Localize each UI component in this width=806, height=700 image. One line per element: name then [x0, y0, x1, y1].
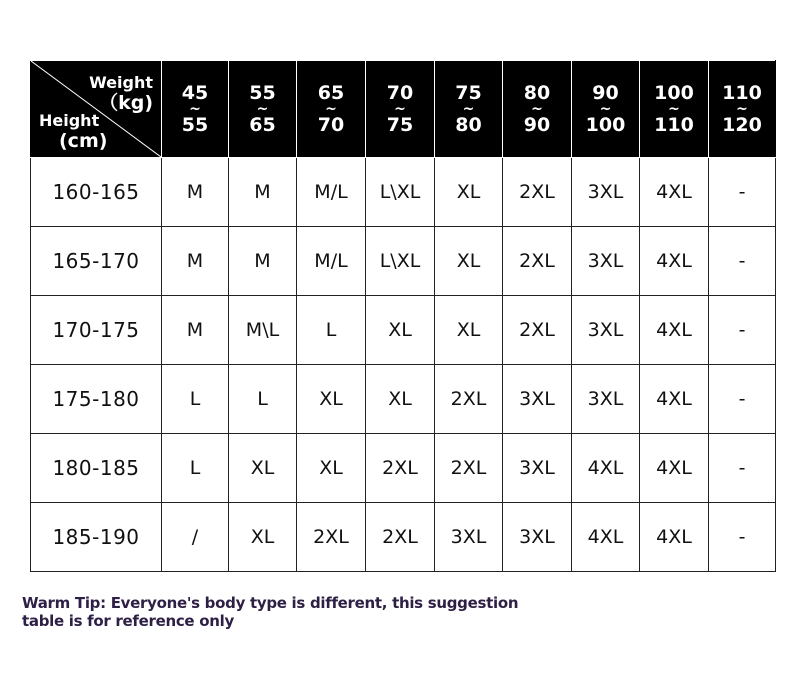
- size-cell: M: [229, 158, 297, 227]
- table-row: [31, 227, 776, 296]
- size-chart-table: [30, 60, 776, 572]
- size-cell: M\L: [229, 296, 297, 365]
- header-row: [31, 61, 776, 158]
- weight-unit: （kg): [99, 92, 153, 114]
- table-row: [31, 158, 776, 227]
- size-cell: 4XL: [640, 365, 709, 434]
- size-cell: 2XL: [503, 158, 572, 227]
- size-cell: 4XL: [640, 434, 709, 503]
- warm-tip-line: Warm Tip: Everyone's body type is different, this suggestion: [22, 594, 519, 612]
- size-cell: XL: [435, 158, 503, 227]
- size-cell: 3XL: [503, 365, 572, 434]
- size-cell: L: [162, 434, 229, 503]
- size-cell: 4XL: [572, 503, 640, 572]
- size-cell: XL: [229, 434, 297, 503]
- size-cell: 2XL: [503, 296, 572, 365]
- table-row: [31, 365, 776, 434]
- size-cell: 3XL: [572, 365, 640, 434]
- size-cell: M: [162, 227, 229, 296]
- size-cell: 2XL: [435, 365, 503, 434]
- size-cell: -: [709, 503, 776, 572]
- weight-column-header: 80 ~ 90: [503, 61, 572, 158]
- corner-header-cell: [31, 61, 162, 158]
- size-cell: 3XL: [572, 227, 640, 296]
- weight-column-header: 90 ~ 100: [572, 61, 640, 158]
- warm-tip-line: table is for reference only: [22, 612, 234, 630]
- size-cell: XL: [297, 365, 366, 434]
- height-range-cell: 160-165: [31, 158, 162, 227]
- size-cell: 4XL: [640, 158, 709, 227]
- size-cell: 2XL: [297, 503, 366, 572]
- size-cell: 2XL: [366, 434, 435, 503]
- table-row: [31, 296, 776, 365]
- size-cell: 2XL: [366, 503, 435, 572]
- weight-column-header: 110 ~ 120: [709, 61, 776, 158]
- size-cell: -: [709, 365, 776, 434]
- size-cell: 4XL: [640, 296, 709, 365]
- size-cell: -: [709, 434, 776, 503]
- height-range-cell: 170-175: [31, 296, 162, 365]
- size-cell: 3XL: [572, 158, 640, 227]
- size-cell: M/L: [297, 227, 366, 296]
- size-cell: -: [709, 296, 776, 365]
- weight-axis-label: [89, 73, 153, 113]
- size-cell: M/L: [297, 158, 366, 227]
- weight-column-header: 45 ~ 55: [162, 61, 229, 158]
- size-cell: L: [297, 296, 366, 365]
- size-cell: 4XL: [572, 434, 640, 503]
- size-cell: 4XL: [640, 503, 709, 572]
- size-cell: M: [162, 158, 229, 227]
- weight-column-header: 100 ~ 110: [640, 61, 709, 158]
- size-cell: 3XL: [503, 503, 572, 572]
- height-range-cell: 175-180: [31, 365, 162, 434]
- size-cell: XL: [435, 227, 503, 296]
- weight-column-header: 65 ~ 70: [297, 61, 366, 158]
- height-axis-label: [39, 111, 107, 151]
- size-cell: 3XL: [503, 434, 572, 503]
- table-row: [31, 434, 776, 503]
- size-cell: 2XL: [503, 227, 572, 296]
- size-cell: -: [709, 227, 776, 296]
- height-range-cell: 165-170: [31, 227, 162, 296]
- weight-column-header: 55 ~ 65: [229, 61, 297, 158]
- size-cell: /: [162, 503, 229, 572]
- height-range-cell: 185-190: [31, 503, 162, 572]
- size-cell: M: [162, 296, 229, 365]
- height-range-cell: 180-185: [31, 434, 162, 503]
- size-cell: XL: [229, 503, 297, 572]
- size-cell: L: [162, 365, 229, 434]
- height-unit: (cm): [59, 130, 108, 152]
- size-cell: -: [709, 158, 776, 227]
- size-cell: XL: [297, 434, 366, 503]
- size-cell: L\XL: [366, 158, 435, 227]
- weight-label: Weight: [89, 73, 153, 92]
- height-label: Height: [39, 111, 100, 130]
- size-cell: 4XL: [640, 227, 709, 296]
- table-row: [31, 503, 776, 572]
- size-cell: XL: [366, 296, 435, 365]
- size-cell: XL: [366, 365, 435, 434]
- weight-column-header: 75 ~ 80: [435, 61, 503, 158]
- warm-tip-note: [22, 594, 542, 630]
- size-cell: M: [229, 227, 297, 296]
- size-cell: L\XL: [366, 227, 435, 296]
- size-cell: L: [229, 365, 297, 434]
- weight-column-header: 70 ~ 75: [366, 61, 435, 158]
- size-cell: 3XL: [572, 296, 640, 365]
- size-cell: XL: [435, 296, 503, 365]
- size-cell: 2XL: [435, 434, 503, 503]
- size-cell: 3XL: [435, 503, 503, 572]
